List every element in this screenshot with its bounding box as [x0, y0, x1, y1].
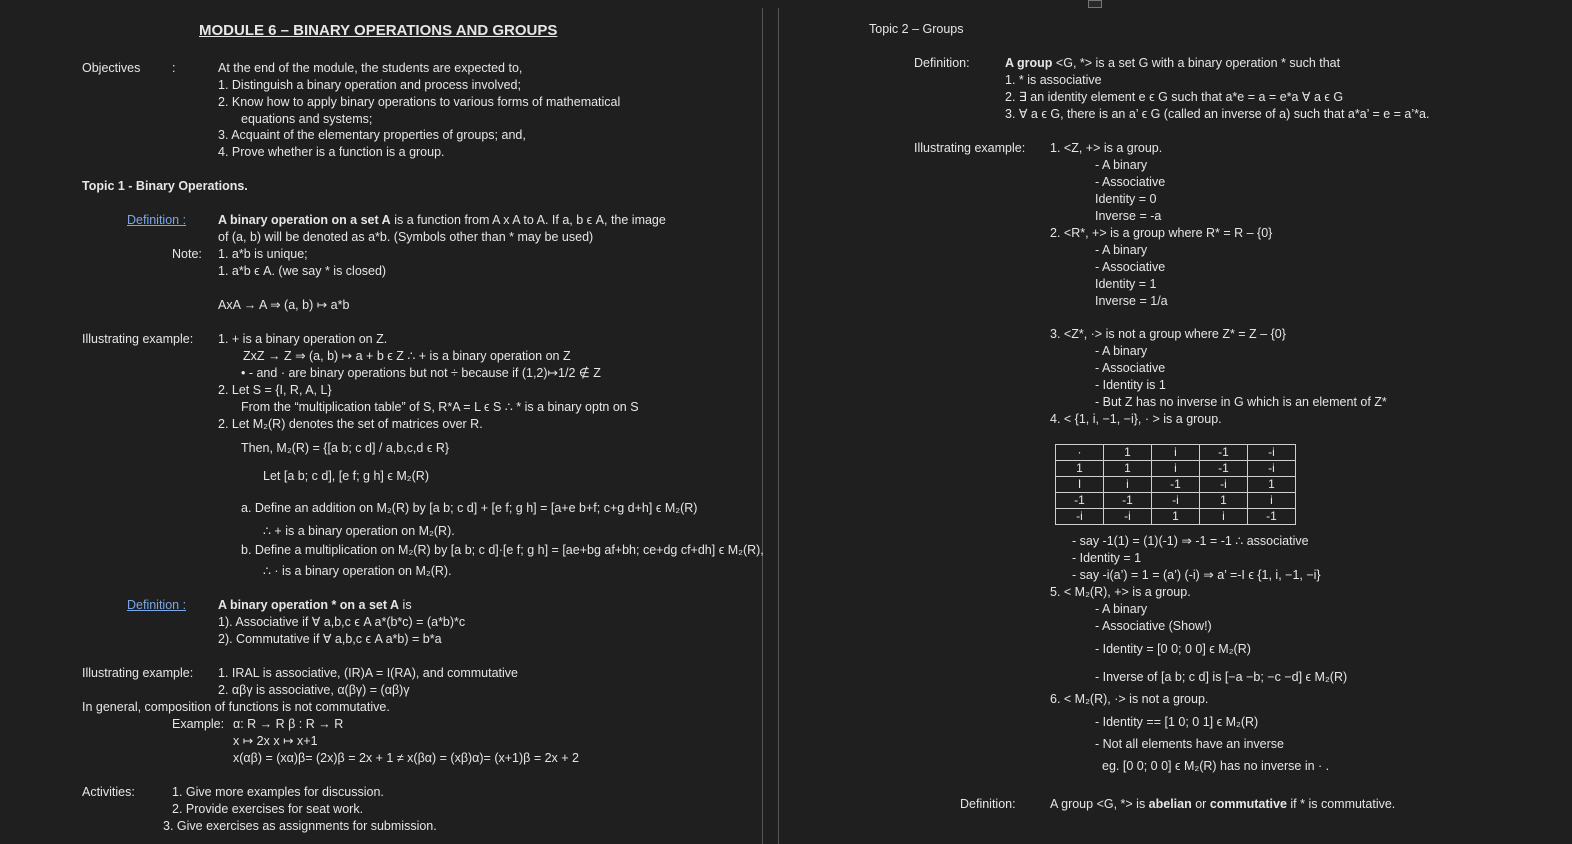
definition-2-text: is — [399, 598, 412, 612]
activities-label: Activities: — [82, 785, 135, 799]
definition-2-commutative: 2). Commutative if ∀ a,b,c ϵ A a*b) = b*a — [218, 632, 442, 646]
definition-1-term: A binary operation on a set A — [218, 213, 391, 227]
group-example-2: 2. <R*, +> is a group where R* = R – {0} — [1050, 226, 1273, 240]
topic-1-heading: Topic 1 - Binary Operations. — [82, 179, 248, 193]
illustrating-2a: 1. IRAL is associative, (IR)A = I(RA), and commutative — [218, 666, 518, 680]
table-cell: -1 — [1200, 461, 1248, 477]
example-3e: b. Define a multiplication on M₂(R) by [a b; c d]·[e f; g h] = [ae+bg af+bh; ce+dg cf+dh] ϵ M₂(R), — [241, 543, 764, 557]
group-example-5d: - Inverse of [a b; c d] is [−a −b; −c −d] ϵ M₂(R) — [1095, 670, 1348, 684]
table-cell: -1 — [1200, 445, 1248, 461]
definition-label-1[interactable]: Definition : — [127, 213, 187, 227]
illustrating-2b: 2. αβγ is associative, α(βγ) = (αβ)γ — [218, 683, 410, 697]
table-cell: i — [1104, 477, 1152, 493]
objective-2-cont: equations and systems; — [241, 112, 373, 126]
abelian-definition-pre: A group <G, *> is — [1050, 797, 1149, 811]
example-functions: α: R → R β : R → R — [233, 717, 344, 731]
right-page — [780, 0, 1572, 844]
table-cell: · — [1056, 445, 1104, 461]
example-mappings: x ↦ 2x x ↦ x+1 — [233, 734, 318, 748]
group-example-3c: - Identity is 1 — [1095, 378, 1166, 392]
group-example-1: 1. <Z, +> is a group. — [1050, 141, 1163, 155]
activity-3: 3. Give exercises as assignments for submission. — [163, 819, 437, 833]
table-cell: -1 — [1104, 493, 1152, 509]
table-cell: I — [1056, 477, 1104, 493]
table-cell: i — [1152, 461, 1200, 477]
commutative-term: commutative — [1209, 797, 1287, 811]
table-cell: i — [1200, 509, 1248, 525]
group-example-6c: eg. [0 0; 0 0] ϵ M₂(R) has no inverse in · . — [1102, 759, 1330, 773]
group-example-2d: Inverse = 1/a — [1095, 294, 1168, 308]
map-line: AxA → A ⇒ (a, b) ↦ a*b — [218, 298, 350, 312]
definition-1-line-2: of (a, b) will be denoted as a*b. (Symbols other than * may be used) — [218, 230, 594, 244]
general-statement: In general, composition of functions is not commutative. — [82, 700, 390, 714]
objective-1: 1. Distinguish a binary operation and process involved; — [218, 78, 521, 92]
group-example-2c: Identity = 1 — [1095, 277, 1157, 291]
group-example-3b: - Associative — [1095, 361, 1166, 375]
table-cell: 1 — [1056, 461, 1104, 477]
abelian-definition-or: or — [1191, 797, 1210, 811]
page-divider-right — [778, 8, 779, 844]
topic-2-heading: Topic 2 – Groups — [869, 22, 964, 36]
table-row — [1056, 445, 1296, 461]
group-example-6a: - Identity == [1 0; 0 1] ϵ M₂(R) — [1095, 715, 1259, 729]
illustrating-label-2: Illustrating example: — [82, 666, 194, 680]
objective-3: 3. Acquaint of the elementary properties of groups; and, — [218, 128, 526, 142]
abelian-term: abelian — [1148, 797, 1192, 811]
example-2a: From the “multiplication table” of S, R*A = L ϵ S ∴ * is a binary optn on S — [241, 400, 639, 414]
table-row — [1056, 509, 1296, 525]
objective-2: 2. Know how to apply binary operations to various forms of mathematical — [218, 95, 621, 109]
activity-2: 2. Provide exercises for seat work. — [172, 802, 364, 816]
example-3: 2. Let M₂(R) denotes the set of matrices over R. — [218, 417, 483, 431]
group-example-6: 6. < M₂(R), ·> is not a group. — [1050, 692, 1209, 706]
table-cell: -1 — [1056, 493, 1104, 509]
objectives-intro: At the end of the module, the students are expected to, — [218, 61, 523, 75]
table-cell: 1 — [1152, 509, 1200, 525]
group-example-3a: - A binary — [1095, 344, 1148, 358]
table-cell: -i — [1056, 509, 1104, 525]
group-example-4c: - say -i(a’) = 1 = (a’) (-i) ⇒ a’ =-I ϵ {1, i, −1, −i} — [1072, 568, 1321, 582]
example-1b: • - and · are binary operations but not ÷ because if (1,2)↦1/2 ∉ Z — [241, 366, 601, 380]
table-cell: -i — [1200, 477, 1248, 493]
example-composition: x(αβ) = (xα)β= (2x)β = 2x + 1 ≠ x(βα) = (xβ)α)= (x+1)β = 2x + 2 — [233, 751, 579, 765]
note-1: 1. a*b is unique; — [218, 247, 308, 261]
group-example-1d: Inverse = -a — [1095, 209, 1162, 223]
module-title: MODULE 6 – BINARY OPERATIONS AND GROUPS — [199, 22, 558, 39]
page-divider-left — [762, 8, 763, 844]
table-row — [1056, 477, 1296, 493]
group-example-5a: - A binary — [1095, 602, 1148, 616]
group-example-1b: - Associative — [1095, 175, 1166, 189]
table-cell: -1 — [1248, 509, 1296, 525]
group-example-6b: - Not all elements have an inverse — [1095, 737, 1284, 751]
example-2: 2. Let S = {I, R, A, L} — [218, 383, 332, 397]
abelian-definition — [1050, 796, 1395, 812]
definition-2-associative: 1). Associative if ∀ a,b,c ϵ A a*(b*c) = (a*b)*c — [218, 615, 466, 629]
group-example-2b: - Associative — [1095, 260, 1166, 274]
example-label: Example: — [172, 717, 225, 731]
definition-2-line-1 — [218, 597, 412, 613]
group-axiom-3: 3. ∀ a ϵ G, there is an a’ ϵ G (called an inverse of a) such that a*a’ = e = a’*a. — [1005, 107, 1430, 121]
group-example-1c: Identity = 0 — [1095, 192, 1157, 206]
group-example-3: 3. <Z*, ·> is not a group where Z* = Z – {0} — [1050, 327, 1286, 341]
table-row — [1056, 493, 1296, 509]
objectives-label: Objectives — [82, 61, 141, 75]
note-label: Note: — [172, 247, 202, 261]
activity-1: 1. Give more examples for discussion. — [172, 785, 384, 799]
definition-1-line-1 — [218, 212, 666, 228]
group-axiom-1: 1. * is associative — [1005, 73, 1102, 87]
group-example-4b: - Identity = 1 — [1072, 551, 1142, 565]
table-cell: -i — [1248, 461, 1296, 477]
group-example-5c: - Identity = [0 0; 0 0] ϵ M₂(R) — [1095, 642, 1251, 656]
group-example-5: 5. < M₂(R), +> is a group. — [1050, 585, 1191, 599]
group-example-5b: - Associative (Show!) — [1095, 619, 1212, 633]
table-row — [1056, 461, 1296, 477]
objective-4: 4. Prove whether is a function is a group. — [218, 145, 445, 159]
example-3a: Then, M₂(R) = {[a b; c d] / a,b,c,d ϵ R} — [241, 441, 450, 455]
table-cell: i — [1152, 445, 1200, 461]
example-3b: Let [a b; c d], [e f; g h] ϵ M₂(R) — [263, 469, 429, 483]
group-axiom-2: 2. ∃ an identity element e ϵ G such that a*e = a = e*a ∀ a ϵ G — [1005, 90, 1344, 104]
definition-1-text: is a function from A x A to A. If a, b ϵ A, the image — [390, 213, 666, 227]
illustrating-label-1: Illustrating example: — [82, 332, 194, 346]
abelian-definition-post: if * is commutative. — [1286, 797, 1396, 811]
group-example-4a: - say -1(1) = (1)(-1) ⇒ -1 = -1 ∴ associative — [1072, 534, 1309, 548]
example-1: 1. + is a binary operation on Z. — [218, 332, 388, 346]
table-cell: -i — [1104, 509, 1152, 525]
group-example-1a: - A binary — [1095, 158, 1148, 172]
group-definition-text: <G, *> is a set G with a binary operation * such that — [1052, 56, 1341, 70]
definition-label-2[interactable]: Definition : — [127, 598, 187, 612]
table-cell: i — [1248, 493, 1296, 509]
group-illustrating-label: Illustrating example: — [914, 141, 1026, 155]
group-example-4: 4. < {1, i, −1, −i}, · > is a group. — [1050, 412, 1222, 426]
table-cell: 1 — [1104, 445, 1152, 461]
group-term: A group — [1005, 56, 1053, 70]
definition-2-term: A binary operation * on a set A — [218, 598, 400, 612]
cayley-table — [1055, 444, 1296, 525]
table-cell: 1 — [1200, 493, 1248, 509]
abelian-definition-label: Definition: — [960, 797, 1016, 811]
objectives-colon: : — [172, 61, 176, 75]
group-definition-label: Definition: — [914, 56, 970, 70]
left-page — [0, 0, 762, 844]
example-3d: ∴ + is a binary operation on M₂(R). — [263, 524, 455, 538]
table-cell: -i — [1248, 445, 1296, 461]
group-example-2a: - A binary — [1095, 243, 1148, 257]
example-3f: ∴ · is a binary operation on M₂(R). — [263, 564, 452, 578]
note-2: 1. a*b ϵ A. (we say * is closed) — [218, 264, 387, 278]
example-1a: ZxZ → Z ⇒ (a, b) ↦ a + b ϵ Z ∴ + is a binary operation on Z — [243, 349, 571, 363]
table-cell: -1 — [1152, 477, 1200, 493]
table-cell: -i — [1152, 493, 1200, 509]
table-cell: 1 — [1248, 477, 1296, 493]
group-example-3d: - But Z has no inverse in G which is an element of Z* — [1095, 395, 1387, 409]
group-definition-line — [1005, 55, 1340, 71]
table-cell: 1 — [1104, 461, 1152, 477]
example-3c: a. Define an addition on M₂(R) by [a b; c d] + [e f; g h] = [a+e b+f; c+g d+h] ϵ M₂(R) — [241, 501, 698, 515]
